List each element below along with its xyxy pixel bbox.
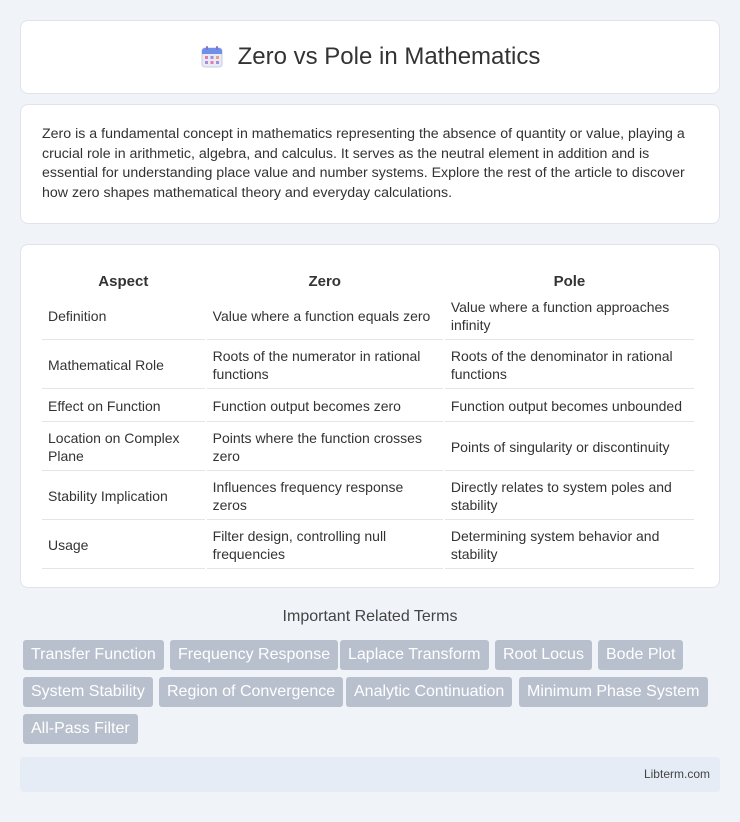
table-cell: Function output becomes zero [207,391,443,422]
table-cell: Definition [42,293,205,340]
footer [20,757,720,792]
header-aspect: Aspect [98,272,149,290]
table-cell: Value where a function approaches infinity [445,293,694,340]
table-cell: Points of singularity or discontinuity [445,424,694,471]
tag-system-stability[interactable]: System Stability [23,677,153,707]
tag-laplace-transform[interactable]: Laplace Transform [340,640,489,670]
table-cell: Roots of the numerator in rational functions [207,342,443,389]
tag-root-locus[interactable]: Root Locus [495,640,592,670]
table-row [42,342,694,389]
page-title: Zero vs Pole in Mathematics [237,43,541,70]
table-cell: Directly relates to system poles and stability [445,473,694,520]
related-terms-title: Important Related Terms [282,608,458,625]
footer-brand[interactable]: Libterm.com [643,767,710,781]
table-cell: Effect on Function [42,391,205,422]
calendar-icon [200,45,224,69]
intro-card [20,104,720,224]
comparison-card [20,244,720,588]
tag-analytic-continuation[interactable]: Analytic Continuation [346,677,512,707]
tag-bode-plot[interactable]: Bode Plot [598,640,683,670]
table-cell: Value where a function equals zero [207,293,443,340]
table-row [42,293,694,340]
table-cell: Mathematical Role [42,342,205,389]
tag-region-of-convergence[interactable]: Region of Convergence [159,677,343,707]
tag-transfer-function[interactable]: Transfer Function [23,640,164,670]
header-zero: Zero [308,272,341,290]
table-cell: Stability Implication [42,473,205,520]
table-cell: Points where the function crosses zero [207,424,443,471]
intro-text: Zero is a fundamental concept in mathematics representing the absence of quantity or value, playing a crucial role in arithmetic, algebra, and calculus. It serves as the neutral element in addition and is essential for understanding place value and number systems. Explore the rest of the article to discover how zero shapes mathematical theory and everyday calculations. [42,126,685,201]
table-row [42,424,694,471]
header-card [20,20,720,94]
table-cell: Determining system behavior and stability [445,522,694,569]
tag-minimum-phase-system[interactable]: Minimum Phase System [519,677,708,707]
table-cell: Filter design, controlling null frequencies [207,522,443,569]
table-cell: Influences frequency response zeros [207,473,443,520]
tag-all-pass-filter[interactable]: All-Pass Filter [23,714,138,744]
table-cell: Location on Complex Plane [42,424,205,471]
table-cell: Function output becomes unbounded [445,391,694,422]
table-cell: Roots of the denominator in rational functions [445,342,694,389]
tag-frequency-response[interactable]: Frequency Response [170,640,338,670]
table-row [42,473,694,520]
comparison-table [40,263,696,571]
table-row [42,522,694,569]
table-row [42,391,694,422]
table-cell: Usage [42,522,205,569]
header-pole: Pole [553,272,586,290]
